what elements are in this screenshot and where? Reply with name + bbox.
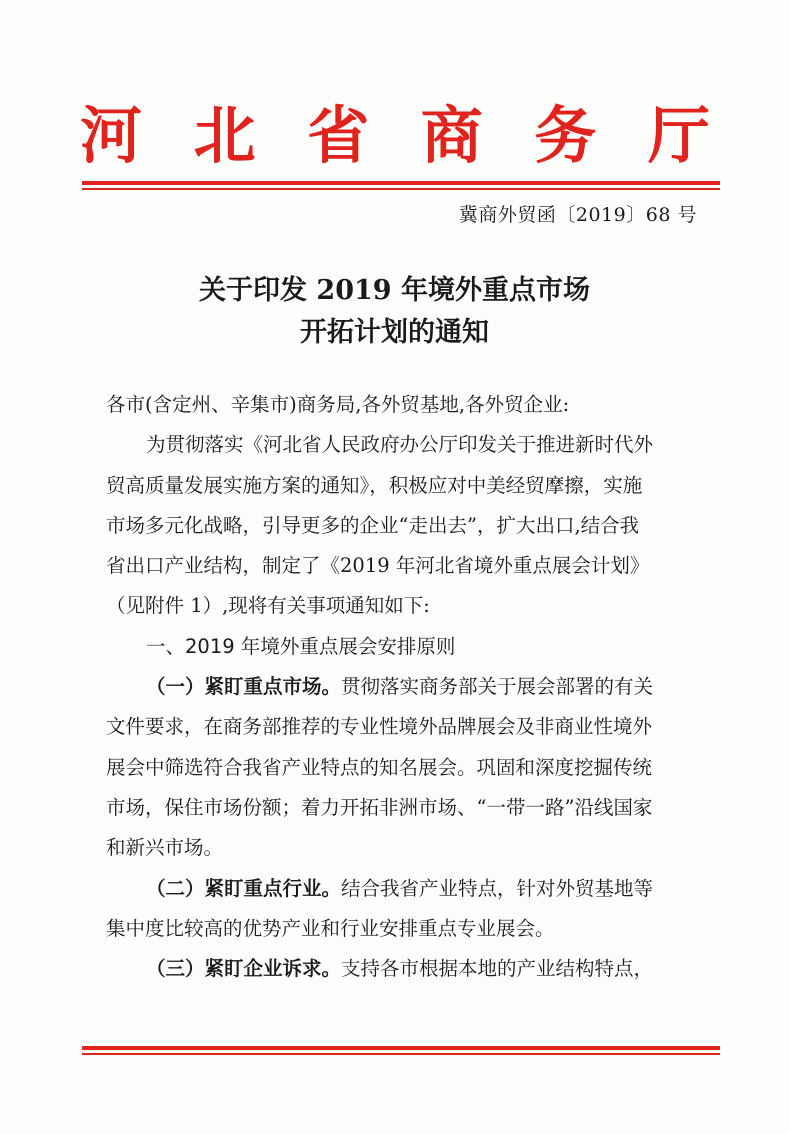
header-red-rule-thick (82, 181, 720, 185)
section-heading: 一、2019 年境外重点展会安排原则 (146, 634, 456, 658)
item-first-line (106, 949, 696, 989)
item-label: （一）紧盯重点市场。 (146, 675, 342, 699)
header-char: 务 (534, 99, 597, 172)
header-char: 商 (420, 99, 483, 172)
footer-red-rule-thin (82, 1053, 720, 1055)
document-title-line-1: 关于印发 2019 年境外重点市场 (199, 275, 590, 306)
paragraph-line: 集中度比较高的优势产业和行业安排重点专业展会。 (106, 916, 555, 940)
header-char: 厅 (647, 99, 710, 172)
item-first-line (106, 869, 696, 909)
paragraph-line: 文件要求，在商务部推荐的专业性境外品牌展会及非商业性境外 (106, 715, 653, 739)
document-body (106, 385, 696, 989)
salutation: 各市(含定州、辛集市)商务局,各外贸基地,各外贸企业: (106, 393, 570, 416)
header-red-rule-thin (82, 188, 720, 190)
item-first-line (106, 667, 696, 707)
paragraph-line: 市场，保住市场份额；着力开拓非洲市场、“一带一路”沿线国家 (106, 795, 653, 819)
header-char: 北 (193, 99, 256, 172)
header-char: 河 (80, 99, 143, 172)
item-text: 支持各市根据本地的产业结构特点， (341, 957, 654, 981)
item-text: 贯彻落实商务部关于展会部署的有关 (341, 675, 654, 699)
paragraph-line: 为贯彻落实《河北省人民政府办公厅印发关于推进新时代外 (146, 433, 654, 457)
paragraph-line: 省出口产业结构，制定了《2019 年河北省境外重点展会计划》 (106, 554, 650, 578)
paragraph-line: （见附件 1）,现将有关事项通知如下: (106, 594, 430, 618)
item-label: （二）紧盯重点行业。 (146, 876, 342, 900)
footer-red-rule-thick (82, 1046, 720, 1050)
paragraph-line: 市场多元化战略，引导更多的企业“走出去”，扩大出口,结合我 (106, 513, 640, 537)
document-title-line-2: 开拓计划的通知 (300, 317, 489, 348)
document-number: 冀商外贸函〔2019〕68 号 (458, 204, 697, 226)
issuing-authority-header (80, 96, 710, 176)
paragraph-line: 贸高质量发展实施方案的通知》，积极应对中美经贸摩擦，实施 (106, 473, 643, 497)
item-label: （三）紧盯企业诉求。 (146, 957, 342, 981)
paragraph-line: 展会中筛选符合我省产业特点的知名展会。巩固和深度挖掘传统 (106, 755, 653, 779)
paragraph-line: 和新兴市场。 (106, 836, 224, 860)
document-title (0, 270, 789, 354)
item-text: 结合我省产业特点，针对外贸基地等 (341, 876, 654, 900)
header-char: 省 (307, 99, 370, 172)
